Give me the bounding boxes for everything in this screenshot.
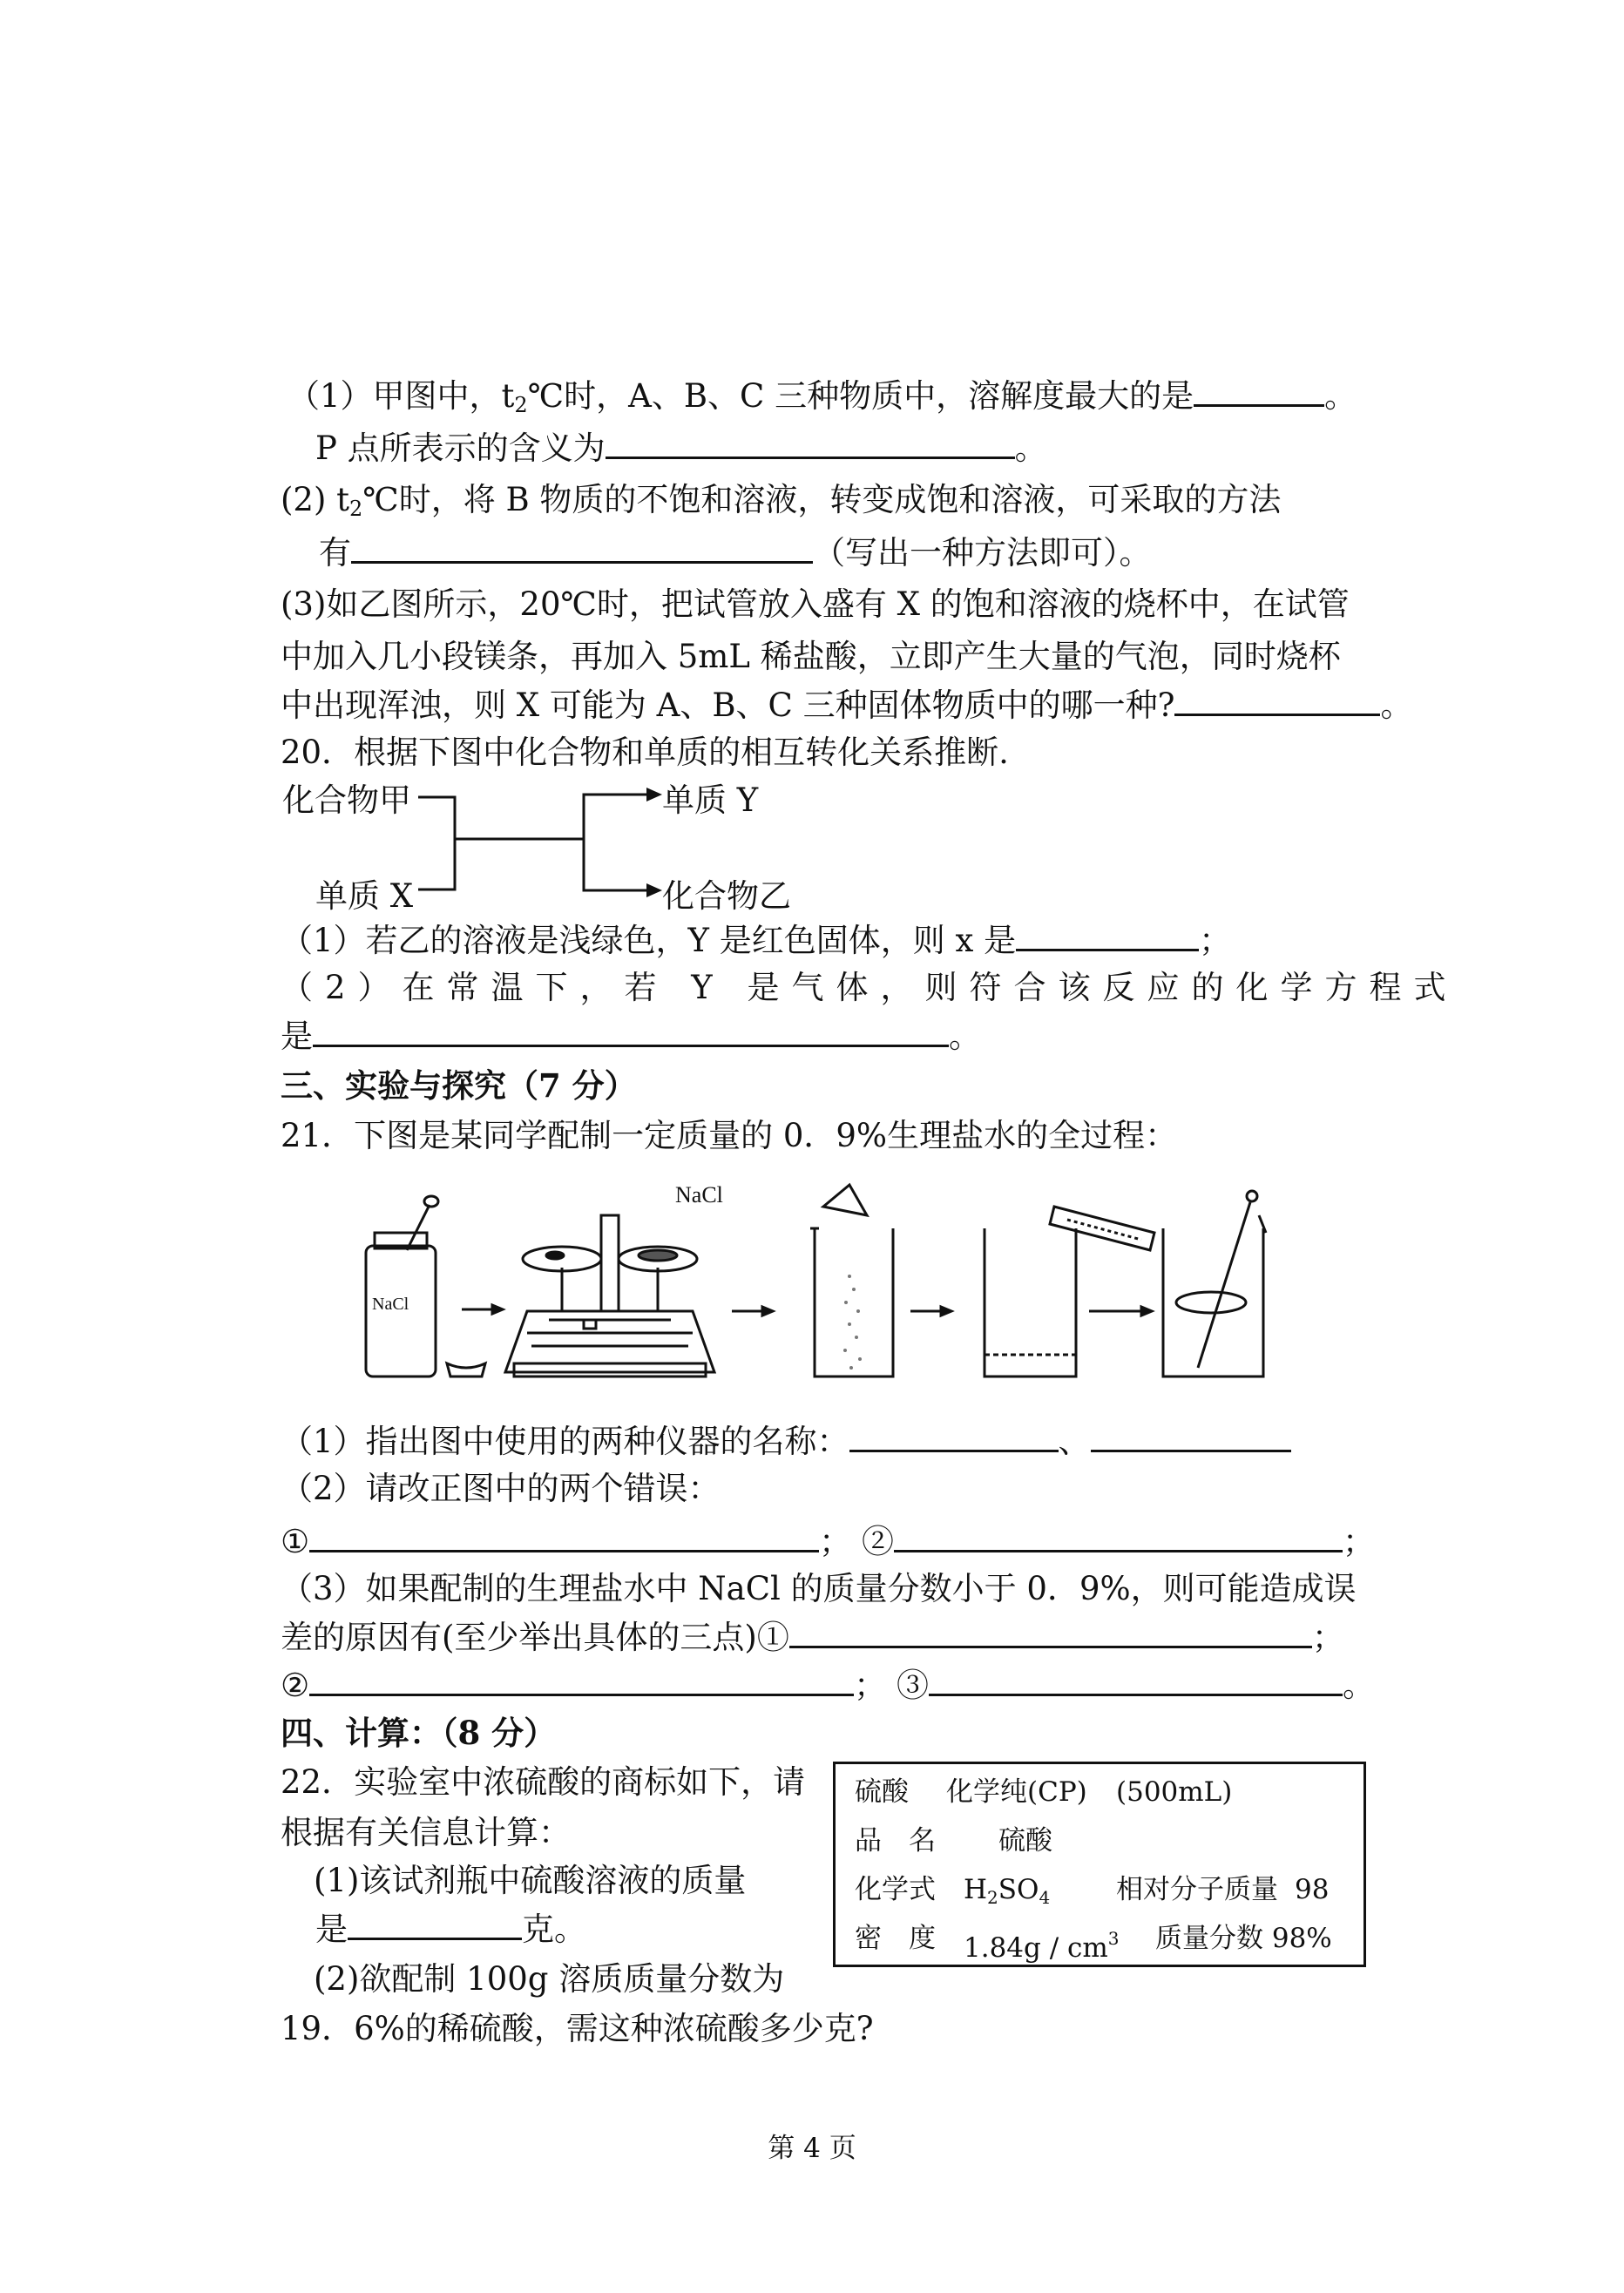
arrowhead-up-icon	[646, 788, 662, 802]
answer-blank-q21-error-2[interactable]	[894, 1520, 1343, 1552]
q19-part3-line2: 中加入几小段镁条，再加入 5mL 稀盐酸，立即产生大量的气泡，同时烧杯	[281, 638, 1341, 675]
answer-blank-q19-2[interactable]	[351, 531, 813, 564]
answer-blank-q20-2[interactable]	[313, 1015, 949, 1047]
weighing-dish-icon	[447, 1363, 485, 1376]
q21-part2-answers	[281, 1520, 1375, 1563]
q21-p1-text: （1）指出图中使用的两种仪器的名称：	[281, 1423, 849, 1460]
q19-part2-line1	[281, 479, 1281, 530]
q21-p3-line3-sep: ；	[854, 1667, 887, 1704]
q19-p3-end: 。	[1380, 687, 1413, 724]
answer-blank-q21-reason-3[interactable]	[929, 1664, 1343, 1696]
q20-part1	[281, 919, 1231, 962]
q20-p1-text: （1）若乙的溶液是浅绿色，Y 是红色固体，则 x 是	[281, 922, 1017, 959]
q22-part1-line2	[315, 1908, 586, 1951]
answer-blank-q19-3[interactable]	[1174, 684, 1380, 716]
q20-part2-line2	[281, 1015, 981, 1058]
formula-so: SO	[998, 1874, 1039, 1905]
answer-blank-q21-reason-2[interactable]	[309, 1664, 854, 1696]
q19-part2-line2	[319, 531, 1152, 574]
circled-2b: ②	[281, 1667, 310, 1704]
reagent-bottle-icon	[366, 1196, 438, 1376]
q21-part3-line3	[281, 1664, 1375, 1707]
reagent-label-box	[833, 1762, 1366, 1967]
label-compound-a: 化合物甲	[282, 781, 411, 819]
label-element-y: 单质 Y	[662, 781, 759, 819]
q21-sep: ；	[819, 1523, 852, 1560]
label-acid-name: 硫酸	[855, 1776, 909, 1808]
q19-part3-line1: (3)如乙图所示，20℃时，把试管放入盛有 X 的饱和溶液的烧杯中，在试管	[281, 585, 1350, 623]
q19-p1-line2-text: P 点所表示的含义为	[315, 430, 606, 467]
q21-part2: （2）请改正图中的两个错误：	[281, 1470, 721, 1507]
section3-heading: 三、实验与探究（7 分）	[281, 1066, 637, 1105]
formula-h: H	[964, 1874, 988, 1905]
q21-part3-line2	[281, 1616, 1344, 1659]
answer-blank-q22-mass[interactable]	[348, 1908, 522, 1940]
q19-p2-text-a: (2) t	[281, 481, 350, 518]
q19-p2-text-b: ℃时，将 B 物质的不饱和溶液，转变成饱和溶液，可采取的方法	[362, 481, 1282, 518]
density-text: 1.84g / cm	[964, 1932, 1108, 1964]
label-product-name-value: 硫酸	[998, 1825, 1052, 1857]
label-density-key: 密 度	[855, 1923, 936, 1954]
label-formula-value	[964, 1872, 1050, 1915]
q19-p1-text-a: （1）甲图中，t	[288, 377, 515, 415]
q20-part2-line1: （2）在常温下，若 Y 是气体，则符合该反应的化学方程式	[281, 969, 1458, 1006]
beaker-stirring-icon	[1163, 1191, 1266, 1376]
q21-p1-sep: 、	[1058, 1423, 1091, 1460]
q22-part2-line2: 19．6%的稀硫酸，需这种浓硫酸多少克?	[281, 2010, 874, 2047]
q19-p1-line2-end: 。	[1014, 430, 1047, 467]
q20-stem: 20．根据下图中化合物和单质的相互转化关系推断.	[281, 734, 1009, 771]
q19-p1-text-b: ℃时，A、B、C 三种物质中，溶解度最大的是	[527, 377, 1194, 415]
q21-part1	[281, 1420, 1291, 1463]
beaker-water-icon	[985, 1207, 1154, 1376]
q20-p2-line2-a: 是	[281, 1018, 313, 1055]
page-number: 第 4 页	[768, 2133, 856, 2164]
q22-stem-line2: 根据有关信息计算：	[281, 1814, 571, 1851]
label-grade: 化学纯(CP)	[946, 1776, 1087, 1808]
q20-p1-end: ；	[1199, 922, 1232, 959]
section4-heading: 四、计算：（8 分）	[281, 1714, 557, 1752]
answer-blank-q21-instrument-1[interactable]	[849, 1420, 1059, 1452]
q21-p3-line2-end: ；	[1311, 1619, 1344, 1656]
circled-1: ①	[281, 1523, 310, 1560]
label-density-value	[964, 1921, 1120, 1965]
label-molar-mass-value: 98	[1295, 1874, 1330, 1905]
answer-blank-q21-error-1[interactable]	[309, 1520, 819, 1552]
q19-p3-line3-text: 中出现浑浊，则 X 可能为 A、B、C 三种固体物质中的哪一种?	[281, 687, 1175, 724]
bottle-label: NaCl	[372, 1295, 409, 1314]
q19-p1-end: 。	[1324, 377, 1357, 415]
label-formula-key: 化学式	[855, 1874, 936, 1905]
q22-p1-line2-b: 克。	[522, 1911, 586, 1948]
arrowhead-down-icon	[646, 883, 662, 897]
q22-p1-line2-a: 是	[315, 1911, 348, 1948]
label-product-name-key: 品 名	[855, 1825, 936, 1857]
conversion-arrows	[409, 771, 671, 902]
label-compound-b: 化合物乙	[662, 877, 791, 915]
q21-end: ；	[1342, 1523, 1375, 1560]
q19-part1-line2	[315, 427, 1047, 470]
q22-part2-line1: (2)欲配制 100g 溶质质量分数为	[314, 1960, 785, 1998]
q21-stem: 21．下图是某同学配制一定质量的 0．9%生理盐水的全过程：	[281, 1117, 1178, 1154]
q19-p2-line2-a: 有	[319, 534, 351, 572]
q19-part3-line3	[281, 684, 1412, 727]
label-element-x: 单质 X	[315, 877, 414, 915]
answer-blank-q19-p-meaning[interactable]	[606, 427, 1015, 459]
formula-sub-2: 2	[987, 1887, 998, 1908]
q19-p2-line2-b: （写出一种方法即可）。	[813, 534, 1152, 572]
answer-blank-q19-1[interactable]	[1194, 375, 1324, 407]
label-molar-mass-key: 相对分子质量	[1116, 1874, 1278, 1905]
beaker-solid-icon	[810, 1185, 893, 1376]
q20-p2-line2-end: 。	[949, 1018, 981, 1055]
q21-p3-line2-text: 差的原因有(至少举出具体的三点)①	[281, 1619, 789, 1656]
label-volume: (500mL)	[1116, 1776, 1233, 1808]
circled-3: ③	[896, 1667, 929, 1704]
q22-stem-line1: 22．实验室中浓硫酸的商标如下，请	[281, 1763, 806, 1801]
label-mass-fraction: 质量分数 98%	[1155, 1923, 1332, 1954]
answer-blank-q21-reason-1[interactable]	[789, 1616, 1312, 1648]
formula-sub-4: 4	[1039, 1887, 1051, 1908]
density-sup-3: 3	[1107, 1928, 1120, 1949]
q22-part1-line1: (1)该试剂瓶中硫酸溶液的质量	[314, 1862, 747, 1899]
t2-subscript: 2	[349, 497, 363, 521]
answer-blank-q20-1[interactable]	[1016, 919, 1199, 951]
q21-part3-line1: （3）如果配制的生理盐水中 NaCl 的质量分数小于 0．9%，则可能造成误	[281, 1570, 1357, 1607]
balance-icon	[505, 1215, 714, 1376]
t2-subscript: 2	[514, 393, 528, 417]
q19-part1-line1	[288, 375, 1357, 426]
salt-label: NaCl	[675, 1182, 723, 1207]
circled-2: ②	[861, 1523, 894, 1560]
saline-preparation-figure	[353, 1180, 1346, 1385]
answer-blank-q21-instrument-2[interactable]	[1091, 1420, 1291, 1452]
q21-p3-line3-end: 。	[1342, 1667, 1375, 1704]
